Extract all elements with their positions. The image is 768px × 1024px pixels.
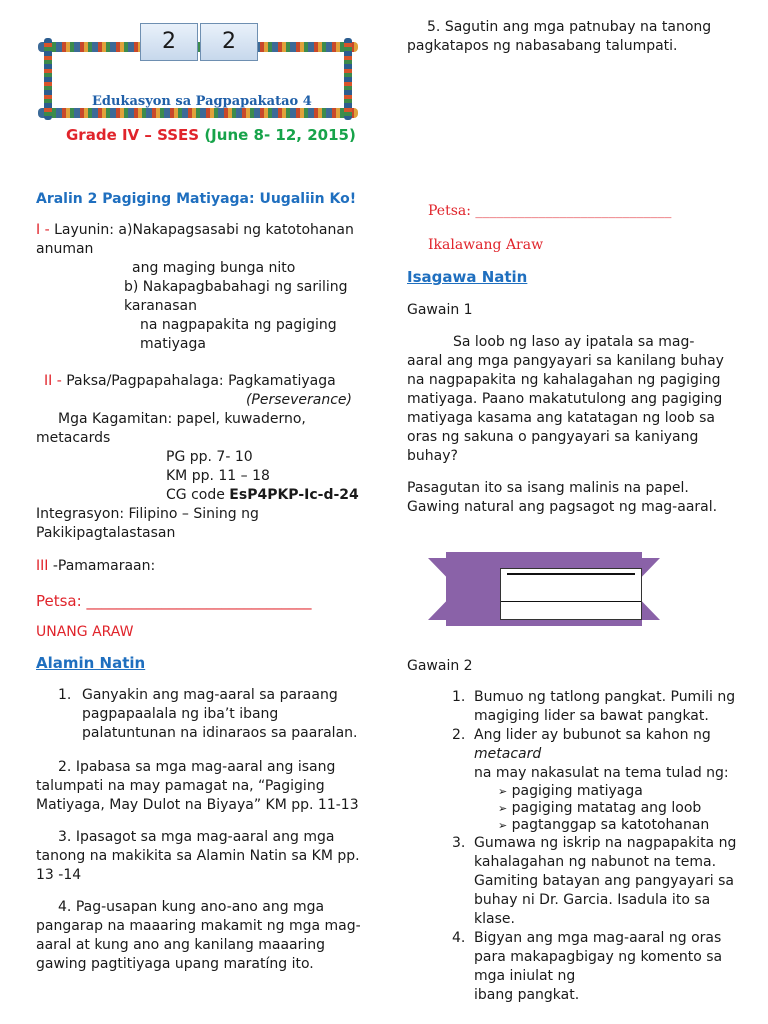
grade-dates: (June 8- 12, 2015) [204,126,356,144]
layunin-section [36,221,366,354]
banner-left-pole [44,38,52,120]
alamin-item-1-text: Ganyakin ang mag-aaral sa paraang pagpapaalala ng iba’t ibang palatuntunan na idinaraos sa paaralan. [82,687,358,741]
ribbon-graphic [428,552,660,626]
subject-title: Edukasyon sa Pagpapakatao 4 [92,94,312,109]
gawain-2-item-2-theme: na may nakasulat na tema tulad ng: [474,765,729,781]
gawain-2-item-2-metacard: metacard [474,746,542,762]
gawain-2-list [452,688,742,1005]
gawain-2-item-4-text: Bigyan ang mga mag-aaral ng oras para makapagbigay ng komento sa mga iniulat ng [474,930,723,984]
layunin-line3: b) Nakapagbabahagi ng sariling karanasan [124,279,348,314]
cg-label: CG code [166,487,230,503]
pamamaraan-label: -Pamamaraan: [52,558,156,574]
layunin-line1: Layunin: a)Nakapagsasabi ng katotohanan anuman [36,222,354,257]
ikalawang-araw: Ikalawang Araw [428,237,544,253]
grade-line [66,126,356,145]
gawain-2-item-4-num: 4. [452,930,466,946]
gawain-2-item-1-num: 1. [452,689,466,705]
alamin-item-2 [36,758,366,815]
theme-bullets [474,783,742,834]
alamin-item-1-num: 1. [58,687,72,703]
layunin-line2: ang maging bunga nito [132,260,296,276]
gawain-2-item-4-end: ibang pangkat. [474,987,580,1003]
lesson-number-box-left: 2 [140,23,198,61]
theme-bullet-2: ➢ pagiging matatag ang loob [498,800,702,816]
paksa-english: (Perseverance) [245,392,352,408]
layunin-line4: na nagpapakita ng pagiging matiyaga [140,317,337,352]
unang-araw: UNANG ARAW [36,624,134,640]
banner-top-rail [38,42,358,52]
theme-bullet-3: ➢ pagtanggap sa katotohanan [498,817,710,833]
alamin-item-4 [36,898,366,974]
gawain-2-item-3 [452,834,742,929]
gawain-2-item-4 [452,929,742,1005]
alamin-item-3-num: 3. [58,829,72,845]
gawain-2-item-2-text: Ang lider ay bubunot sa kahon ng [474,727,711,743]
gawain-1-label: Gawain 1 [407,302,473,318]
lesson-title: Aralin 2 Pagiging Matiyaga: Uugaliin Ko! [36,191,357,207]
kagamitan: Mga Kagamitan: papel, kuwaderno, metacards [36,411,306,446]
gawain-2-item-3-text: Gumawa ng iskrip na nagpapakita ng kahalagahan ng nabunot na tema. Gamiting batayan ang pangyayari sa buhay ni Dr. Garcia. Isadula ito sa klase. [474,835,737,927]
theme-bullet-1: ➢ pagiging matiyaga [498,783,643,799]
paksa-line1: Paksa/Pagpapahalaga: Pagkamatiyaga [66,373,336,389]
ribbon-writing-box [500,568,642,620]
gawain-2-label: Gawain 2 [407,658,473,674]
alamin-item-4-text: Pag-usapan kung ano-ano ang mga pangarap na maaaring makamit ng mga mag-aaral at kung ano ang kanilang maaaring gawing pagtitiyaga upang maratíng ito. [36,899,361,972]
alamin-item-2-num: 2. [58,759,72,775]
gawain-1-instructions: Sa loob ng laso ay ipatala sa mag-aaral ang mga pangyayari sa kanilang buhay na nagpapakita ng kahalagahan ng pagiging matiyaga. Paano makatutulong ang pagiging matiyaga kasama ang katatagan ng loob sa oras ng sakuna o pangyayari sa kaniyang buhay? [407,334,724,464]
gawain-1-note: Pasagutan ito sa isang malinis na papel. Gawing natural ang pagsagot ng mag-aaral. [407,480,718,515]
alamin-item-2-text: Ipabasa sa mga mag-aaral ang isang talumpati na may pamagat na, “Pagiging Matiyaga, May Dulot na Biyaya” KM pp. 11-13 [36,759,359,813]
pg-pages: PG pp. 7- 10 [166,449,253,465]
gawain-2-item-2-num: 2. [452,727,466,743]
isagawa-natin-heading: Isagawa Natin [407,268,528,286]
alamin-item-5-num: 5. [427,19,441,35]
gawain-2-item-1-text: Bumuo ng tatlong pangkat. Pumili ng magiging lider sa bawat pangkat. [474,689,736,724]
pamamaraan-prefix: III [36,558,53,574]
alamin-item-4-num: 4. [58,899,72,915]
pamamaraan [36,557,155,576]
petsa-field-2: Petsa: ____________________________ [428,203,672,219]
paksa-section [36,372,366,543]
alamin-natin-heading: Alamin Natin [36,654,146,672]
petsa-field-1: Petsa: ______________________________ [36,592,312,610]
layunin-prefix: I - [36,222,55,238]
banner-right-pole [344,38,352,120]
alamin-item-1 [58,686,368,743]
gawain-2-item-3-num: 3. [452,835,466,851]
gawain-2-item-2 [452,726,742,834]
lesson-number-box-right: 2 [200,23,258,61]
paksa-prefix: II - [44,373,67,389]
km-pages: KM pp. 11 – 18 [166,468,270,484]
gawain-2-item-1 [452,688,742,726]
alamin-item-5 [407,18,737,56]
cg-code: EsP4PKP-Ic-d-24 [229,487,359,503]
integrasyon: Integrasyon: Filipino – Sining ng Pakikipagtalastasan [36,506,259,541]
alamin-item-3 [36,828,366,885]
alamin-item-5-text: Sagutin ang mga patnubay na tanong pagkatapos ng nabasabang talumpati. [407,19,712,54]
grade-label: Grade IV – SSES [66,126,200,144]
alamin-item-3-text: Ipasagot sa mga mag-aaral ang mga tanong na makikita sa Alamin Natin sa KM pp. 13 -14 [36,829,360,883]
lesson-banner [38,20,358,120]
